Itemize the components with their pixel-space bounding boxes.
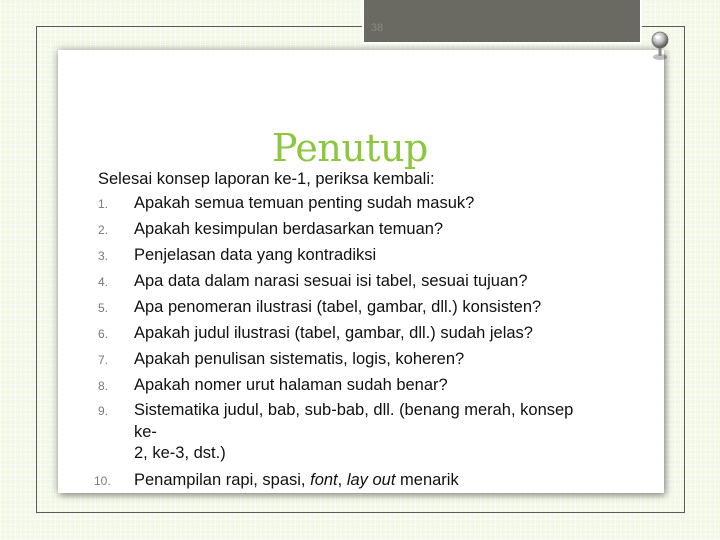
item-text: Apakah penulisan sistematis, logis, koheren? [134,350,465,368]
item-text: Penampilan rapi, spasi, [134,470,311,489]
list-item [98,190,638,216]
item-text-italic: lay out [346,470,396,489]
item-number: 10. [94,473,111,488]
pin-icon [648,30,672,62]
item-text-line: Sistematika judul, bab, sub-bab, dll. (benang merah, konsep [134,401,574,419]
item-number: 1. [98,197,109,211]
list-item [98,372,638,398]
item-number: 9. [98,404,109,418]
item-text: Apa penomeran ilustrasi (tabel, gambar, dll.) konsisten? [134,298,542,316]
item-text: Apa data dalam narasi sesuai isi tabel, sesuai tujuan? [134,272,528,290]
list-item [98,294,638,320]
item-number: 7. [98,353,109,367]
item-text: Apakah kesimpulan berdasarkan temuan? [134,220,444,238]
list-item [98,268,638,294]
item-text: Apakah nomer urut halaman sudah benar? [134,376,448,394]
item-number: 5. [98,301,109,315]
item-text: Apakah judul ilustrasi (tabel, gambar, dll.) sudah jelas? [134,324,533,342]
item-text: Penjelasan data yang kontradiksi [134,246,377,264]
item-text-line: ke- [134,422,157,441]
slide-number: 38 [370,22,384,34]
intro-text: Selesai konsep laporan ke-1, periksa kembali: [98,170,435,188]
list-item [98,242,638,268]
list-item [98,216,638,242]
item-number: 6. [98,327,109,341]
list-item [98,320,638,346]
item-text-line: 2, ke-3, dst.) [134,444,226,462]
checklist [94,190,638,493]
item-number: 4. [98,275,109,289]
slide-title: Penutup [272,126,428,170]
item-number: 3. [98,249,109,263]
item-number: 2. [98,223,109,237]
list-item [98,346,638,372]
item-text: , [337,470,347,489]
slide-number-tab [362,0,642,44]
item-text: Apakah semua temuan penting sudah masuk? [134,194,475,212]
item-text-italic: font [310,470,338,489]
list-item [98,398,638,467]
item-text: menarik [395,470,459,489]
list-item [94,467,638,493]
item-number: 8. [98,379,109,393]
